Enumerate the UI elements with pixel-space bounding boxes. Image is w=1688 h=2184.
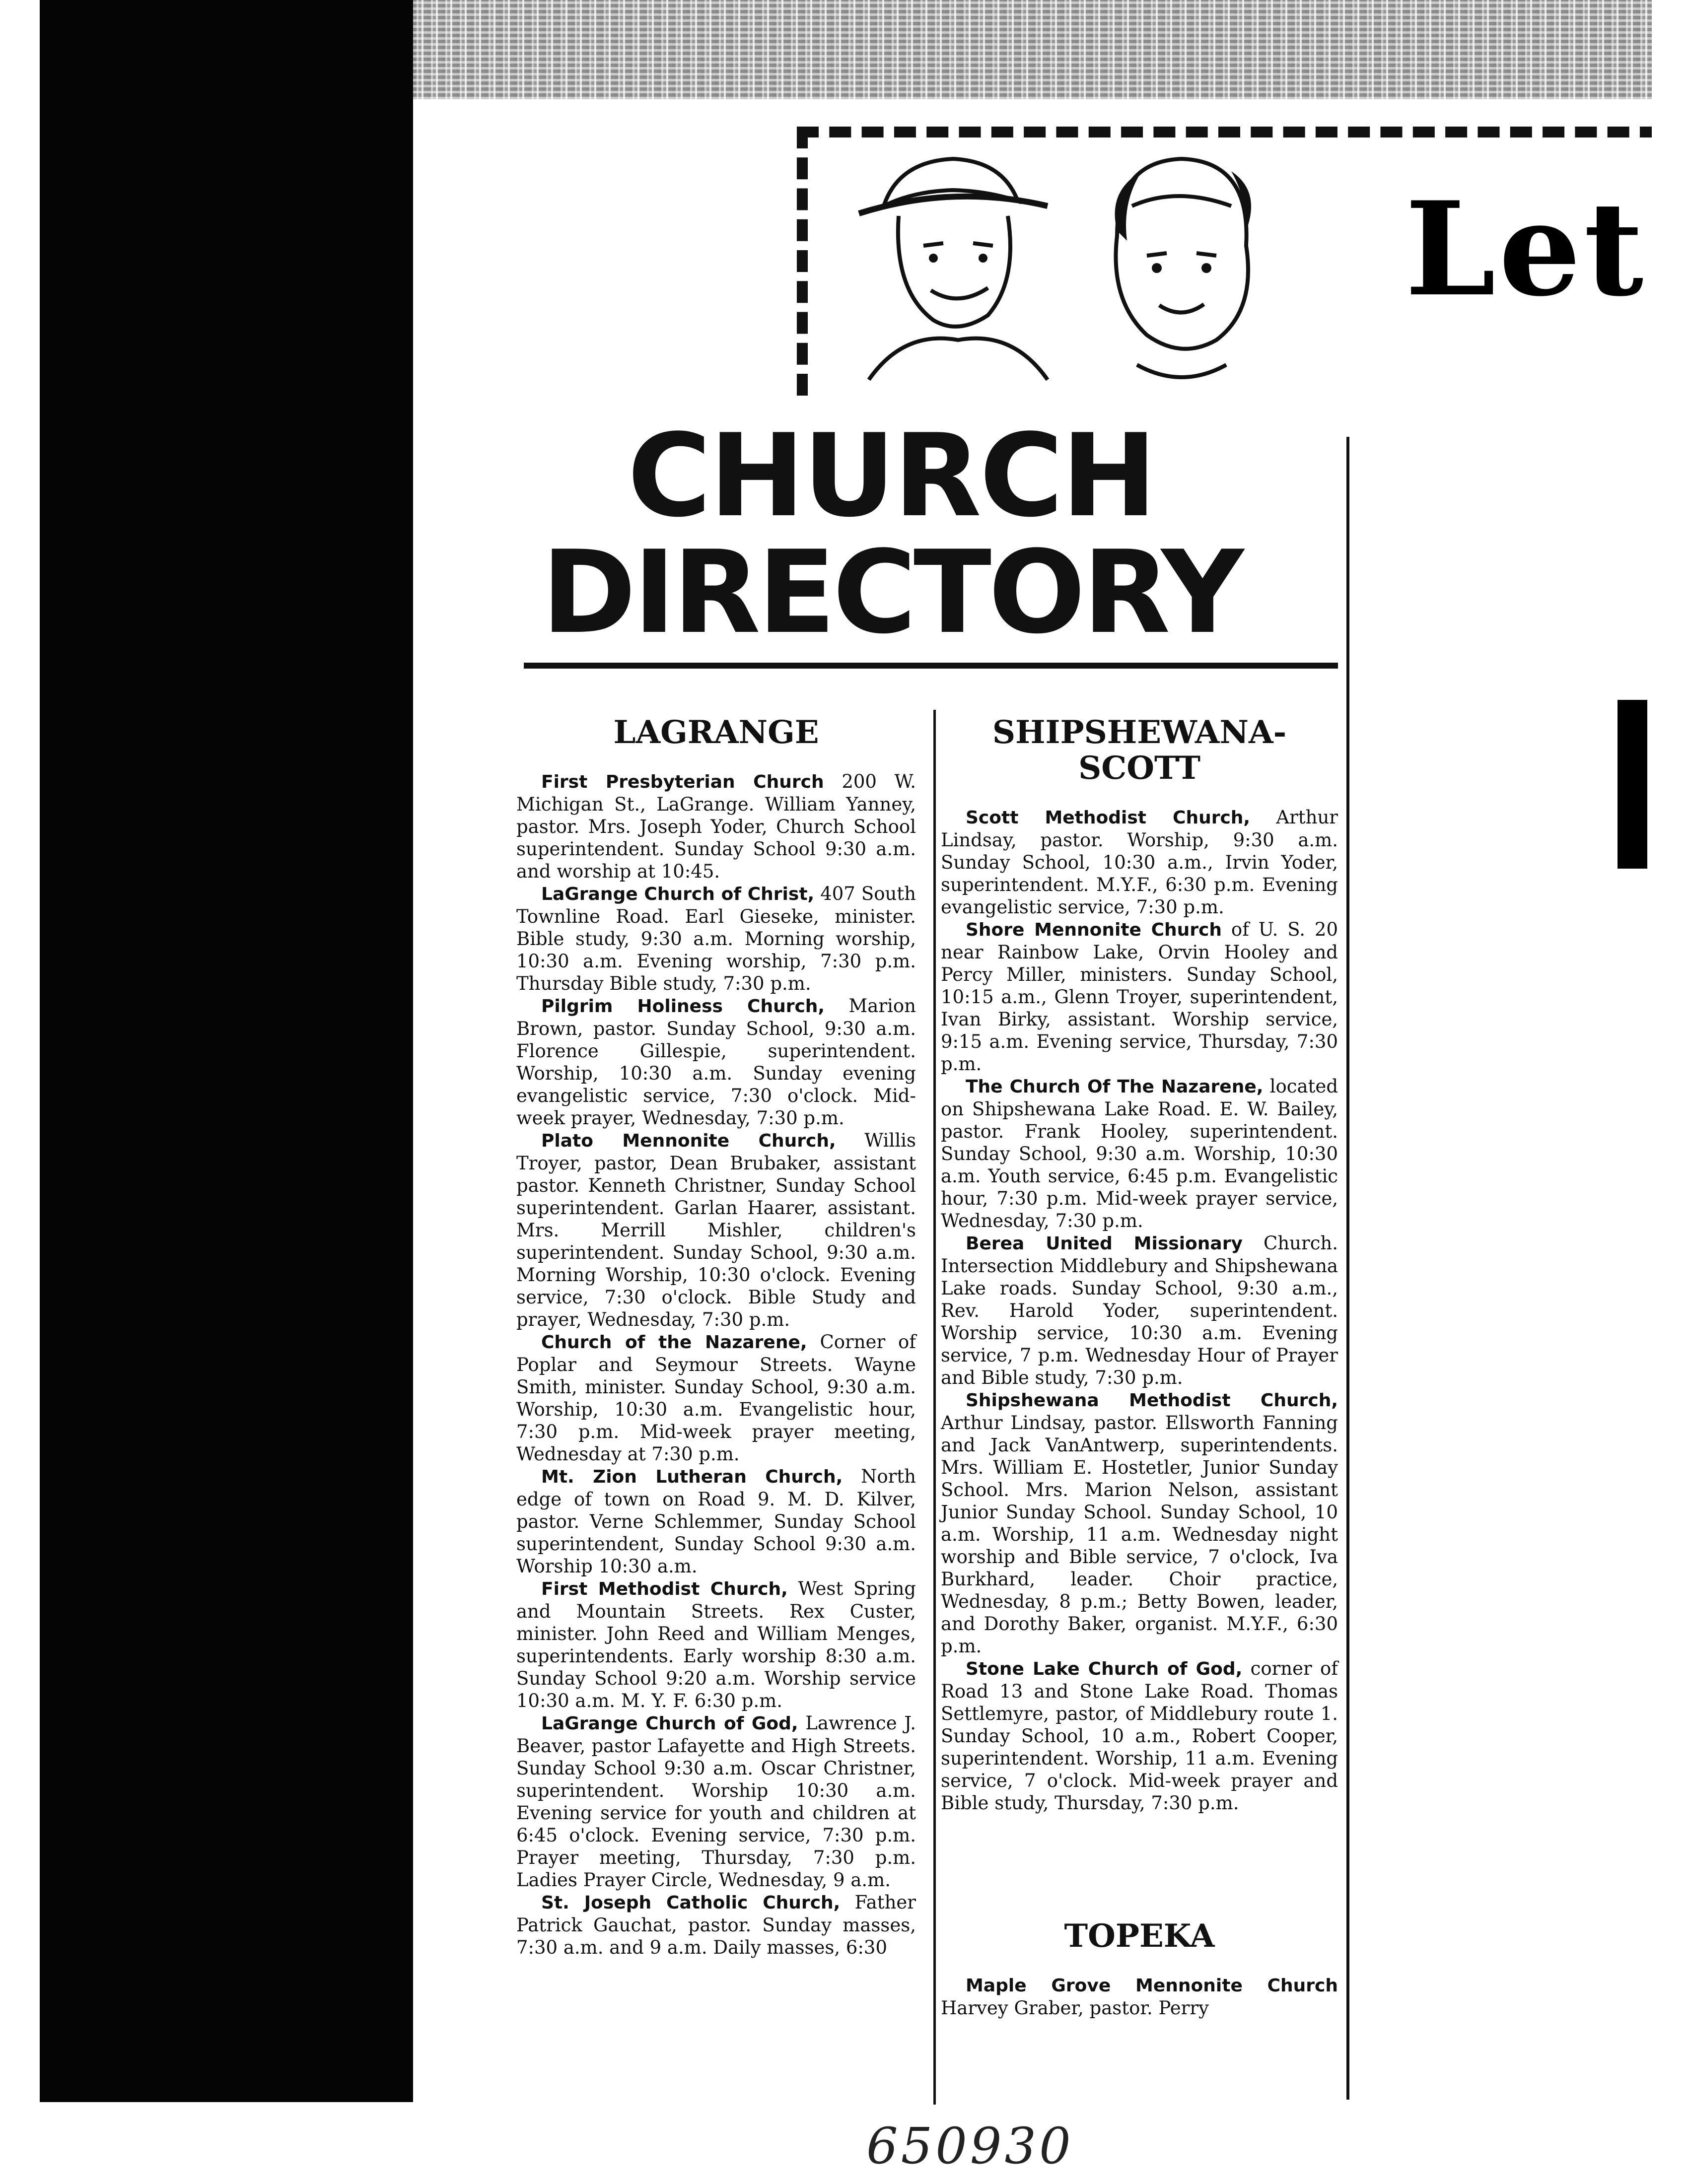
church-entry	[516, 995, 916, 1129]
page-column-divider	[1346, 437, 1349, 2100]
church-name: Pilgrim Holiness Church,	[541, 996, 825, 1017]
church-name: Plato Mennonite Church,	[541, 1131, 836, 1151]
church-name: LaGrange Church of Christ,	[541, 884, 815, 904]
title-rule	[524, 663, 1338, 669]
church-details: West Spring and Mountain Streets. Rex Custer, minister. John Reed and William Menges, superintendents. Early worship 8:30 a.m. Sunday School 9:20 a.m. Worship service 10:30 a.m. M. Y. F. 6:30 p.m.	[516, 1578, 916, 1711]
scan-noise-top-overlay	[413, 0, 1652, 99]
church-entry	[516, 883, 916, 995]
church-name: St. Joseph Catholic Church,	[541, 1893, 841, 1913]
church-name: First Methodist Church,	[541, 1579, 788, 1599]
church-details: Arthur Lindsay, pastor. Ellsworth Fanning and Jack VanAntwerp, superintendents. Mrs. William E. Hostetler, Junior Sunday School. Mrs. Marion Nelson, assistant Junior Sunday School. Sunday School, 10 a.m. Worship, 11 a.m. Wednesday night worship and Bible service, 7 o'clock, Iva Burkhard, leader. Choir practice, Wednesday, 8 p.m.; Betty Bowen, leader, and Dorothy Baker, organist. M.Y.F., 6:30 p.m.	[941, 1412, 1338, 1657]
church-name: Stone Lake Church of God,	[966, 1659, 1243, 1679]
cut-off-heading: Let	[1405, 174, 1647, 325]
church-entry	[516, 1712, 916, 1891]
church-entry	[941, 918, 1338, 1075]
church-details: of U. S. 20 near Rainbow Lake, Orvin Hooley and Percy Miller, ministers. Sunday School, 10:15 a.m., Glenn Troyer, superintendent, Ivan Birky, assistant. Worship service, 9:15 a.m. Evening service, Thursday, 7:30 p.m.	[941, 919, 1338, 1075]
church-entry	[516, 1465, 916, 1577]
church-details: corner of Road 13 and Stone Lake Road. Thomas Settlemyre, pastor, of Middlebury route 1. Sunday School, 10 a.m., Robert Cooper, superintendent. Worship, 11 a.m. Evening service, 7 o'clock. Mid-week prayer and Bible study, Thursday, 7:30 p.m.	[941, 1658, 1338, 1814]
black-bar-mark	[1618, 700, 1647, 869]
section-heading-lagrange: LAGRANGE	[613, 714, 819, 751]
church-name: First Presbyterian Church	[541, 772, 824, 792]
church-entry	[516, 1129, 916, 1331]
church-name: Scott Methodist Church,	[966, 808, 1251, 828]
church-name: Shore Mennonite Church	[966, 920, 1222, 940]
church-details: Harvey Graber, pastor. Perry	[941, 1997, 1209, 2019]
church-details: Marion Brown, pastor. Sunday School, 9:30 a.m. Florence Gillespie, superintendent. Worship, 10:30 a.m. Sunday evening evangelistic service, 7:30 o'clock. Mid-week prayer, Wednesday, 7:30 p.m.	[516, 995, 916, 1129]
church-entry	[516, 1331, 916, 1465]
church-entry	[941, 1974, 1338, 2019]
church-entry	[941, 1389, 1338, 1657]
page-title-line1: CHURCH	[627, 410, 1155, 543]
church-name: The Church Of The Nazarene,	[966, 1077, 1264, 1097]
church-details: Father Patrick Gauchat, pastor. Sunday masses, 7:30 a.m. and 9 a.m. Daily masses, 6:30	[516, 1892, 916, 1958]
church-name: Church of the Nazarene,	[541, 1332, 807, 1353]
handwritten-number: 650930	[866, 2117, 1074, 2175]
church-details: Arthur Lindsay, pastor. Worship, 9:30 a.m. Sunday School, 10:30 a.m., Irvin Yoder, superintendent. M.Y.F., 6:30 p.m. Evening evangelistic service, 7:30 p.m.	[941, 807, 1338, 918]
church-details: 407 South Townline Road. Earl Gieseke, minister. Bible study, 9:30 a.m. Morning worship, 10:30 a.m. Evening worship, 7:30 p.m. Thursday Bible study, 7:30 p.m.	[516, 883, 916, 994]
church-entry	[941, 1075, 1338, 1232]
section-heading-topeka: TOPEKA	[1064, 1917, 1215, 1955]
church-name: Mt. Zion Lutheran Church,	[541, 1467, 843, 1487]
black-scan-border	[40, 0, 413, 2102]
entries-shipshewana	[941, 806, 1338, 1814]
church-name: Berea United Missionary	[966, 1233, 1243, 1254]
church-name: Shipshewana Methodist Church,	[966, 1390, 1338, 1411]
church-name: LaGrange Church of God,	[541, 1713, 798, 1734]
column-shipshewana-topeka	[941, 715, 1338, 2019]
church-entry	[516, 1891, 916, 1959]
church-entry	[941, 806, 1338, 918]
church-entry	[516, 770, 916, 883]
entries-topeka	[941, 1974, 1338, 2019]
church-details: North edge of town on Road 9. M. D. Kilver, pastor. Verne Schlemmer, Sunday School superintendent, Sunday School 9:30 a.m. Worship 10:30 a.m.	[516, 1466, 916, 1577]
page-title-line2: DIRECTORY	[541, 527, 1241, 659]
church-details: Corner of Poplar and Seymour Streets. Wayne Smith, minister. Sunday School, 9:30 a.m. Worship, 10:30 a.m. Evangelistic hour, 7:30 p.m. Mid-week prayer meeting, Wednesday at 7:30 p.m.	[516, 1331, 916, 1465]
section-heading-shipshewana: SHIPSHEWANA-SCOTT	[992, 714, 1287, 787]
church-details: Church. Intersection Middlebury and Shipshewana Lake roads. Sunday School, 9:30 a.m., Rev. Harold Yoder, superintendent. Worship service, 10:30 a.m. Evening service, 7 p.m. Wednesday Hour of Prayer and Bible study, 7:30 p.m.	[941, 1232, 1338, 1388]
church-entry	[941, 1232, 1338, 1389]
section-spacer	[941, 1814, 1338, 1918]
church-details: Willis Troyer, pastor, Dean Brubaker, assistant pastor. Kenneth Christner, Sunday School superintendent. Garlan Haarer, assistant. Mrs. Merrill Mishler, children's superintendent. Sunday School, 9:30 a.m. Morning Worship, 10:30 o'clock. Evening service, 7:30 o'clock. Bible Study and prayer, Wednesday, 7:30 p.m.	[516, 1130, 916, 1330]
church-entry	[941, 1657, 1338, 1814]
church-details: located on Shipshewana Lake Road. E. W. Bailey, pastor. Frank Hooley, superintendent. Sunday School, 9:30 a.m. Worship, 10:30 a.m. Youth service, 6:45 p.m. Evangelistic hour, 7:30 p.m. Mid-week prayer service, Wednesday, 7:30 p.m.	[941, 1076, 1338, 1231]
column-lagrange	[516, 715, 916, 1959]
church-details: Lawrence J. Beaver, pastor Lafayette and High Streets. Sunday School 9:30 a.m. Oscar Christner, superintendent. Worship 10:30 a.m. Evening service for youth and children at 6:45 o'clock. Evening service, 7:30 p.m. Prayer meeting, Thursday, 7:30 p.m. Ladies Prayer Circle, Wednesday, 9 a.m.	[516, 1712, 916, 1891]
church-entry	[516, 1577, 916, 1712]
couple-portrait-illustration	[839, 132, 1286, 390]
entries-lagrange	[516, 770, 916, 1959]
column-rule	[933, 710, 936, 2105]
church-name: Maple Grove Mennonite Church	[966, 1976, 1338, 1996]
right-page-edge	[1652, 0, 1688, 2184]
church-details: 200 W. Michigan St., LaGrange. William Yanney, pastor. Mrs. Joseph Yoder, Church School superintendent. Sunday School 9:30 a.m. and worship at 10:45.	[516, 771, 916, 882]
